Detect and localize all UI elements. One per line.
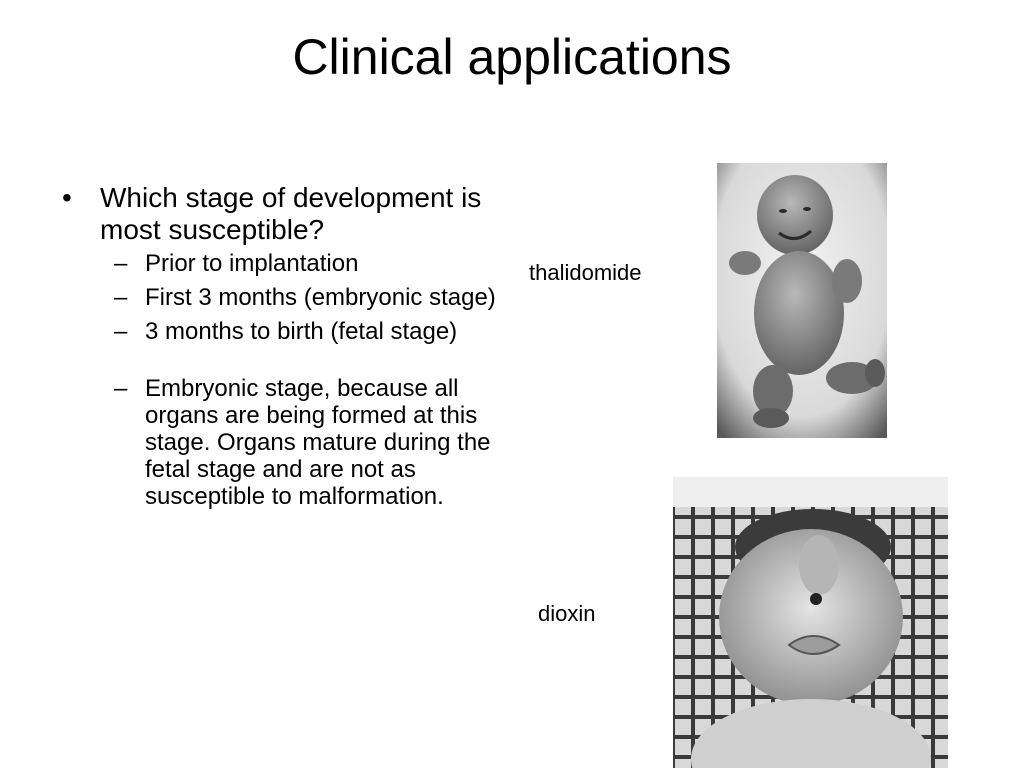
dash-marker: –	[114, 284, 128, 311]
main-bullet-text: Which stage of development is most susceptible?	[100, 182, 482, 245]
bullet-list	[62, 182, 502, 517]
sub-bullet-text: Prior to implantation	[145, 250, 359, 277]
slide-title: Clinical applications	[292, 29, 732, 85]
thalidomide-caption: thalidomide	[529, 260, 642, 285]
sub-bullet-list	[62, 250, 502, 510]
dioxin-photo	[673, 477, 948, 768]
sub-bullet-text: First 3 months (embryonic stage)	[145, 284, 496, 311]
main-bullet	[62, 182, 502, 246]
dash-marker: –	[114, 375, 128, 402]
dioxin-caption: dioxin	[538, 601, 596, 626]
bullet-marker: •	[62, 182, 72, 213]
sub-bullet-item	[62, 284, 502, 311]
sub-bullet-item	[62, 318, 502, 345]
dash-marker: –	[114, 250, 128, 277]
sub-bullet-text: 3 months to birth (fetal stage)	[145, 318, 458, 345]
sub-bullet-item	[62, 250, 502, 277]
sub-bullet-text: Embryonic stage, because all organs are being formed at this stage. Organs mature during the fetal stage and are not as susceptible to malformation.	[145, 375, 491, 510]
dash-marker: –	[114, 318, 128, 345]
thalidomide-photo	[717, 163, 887, 438]
sub-bullet-item	[62, 375, 502, 510]
